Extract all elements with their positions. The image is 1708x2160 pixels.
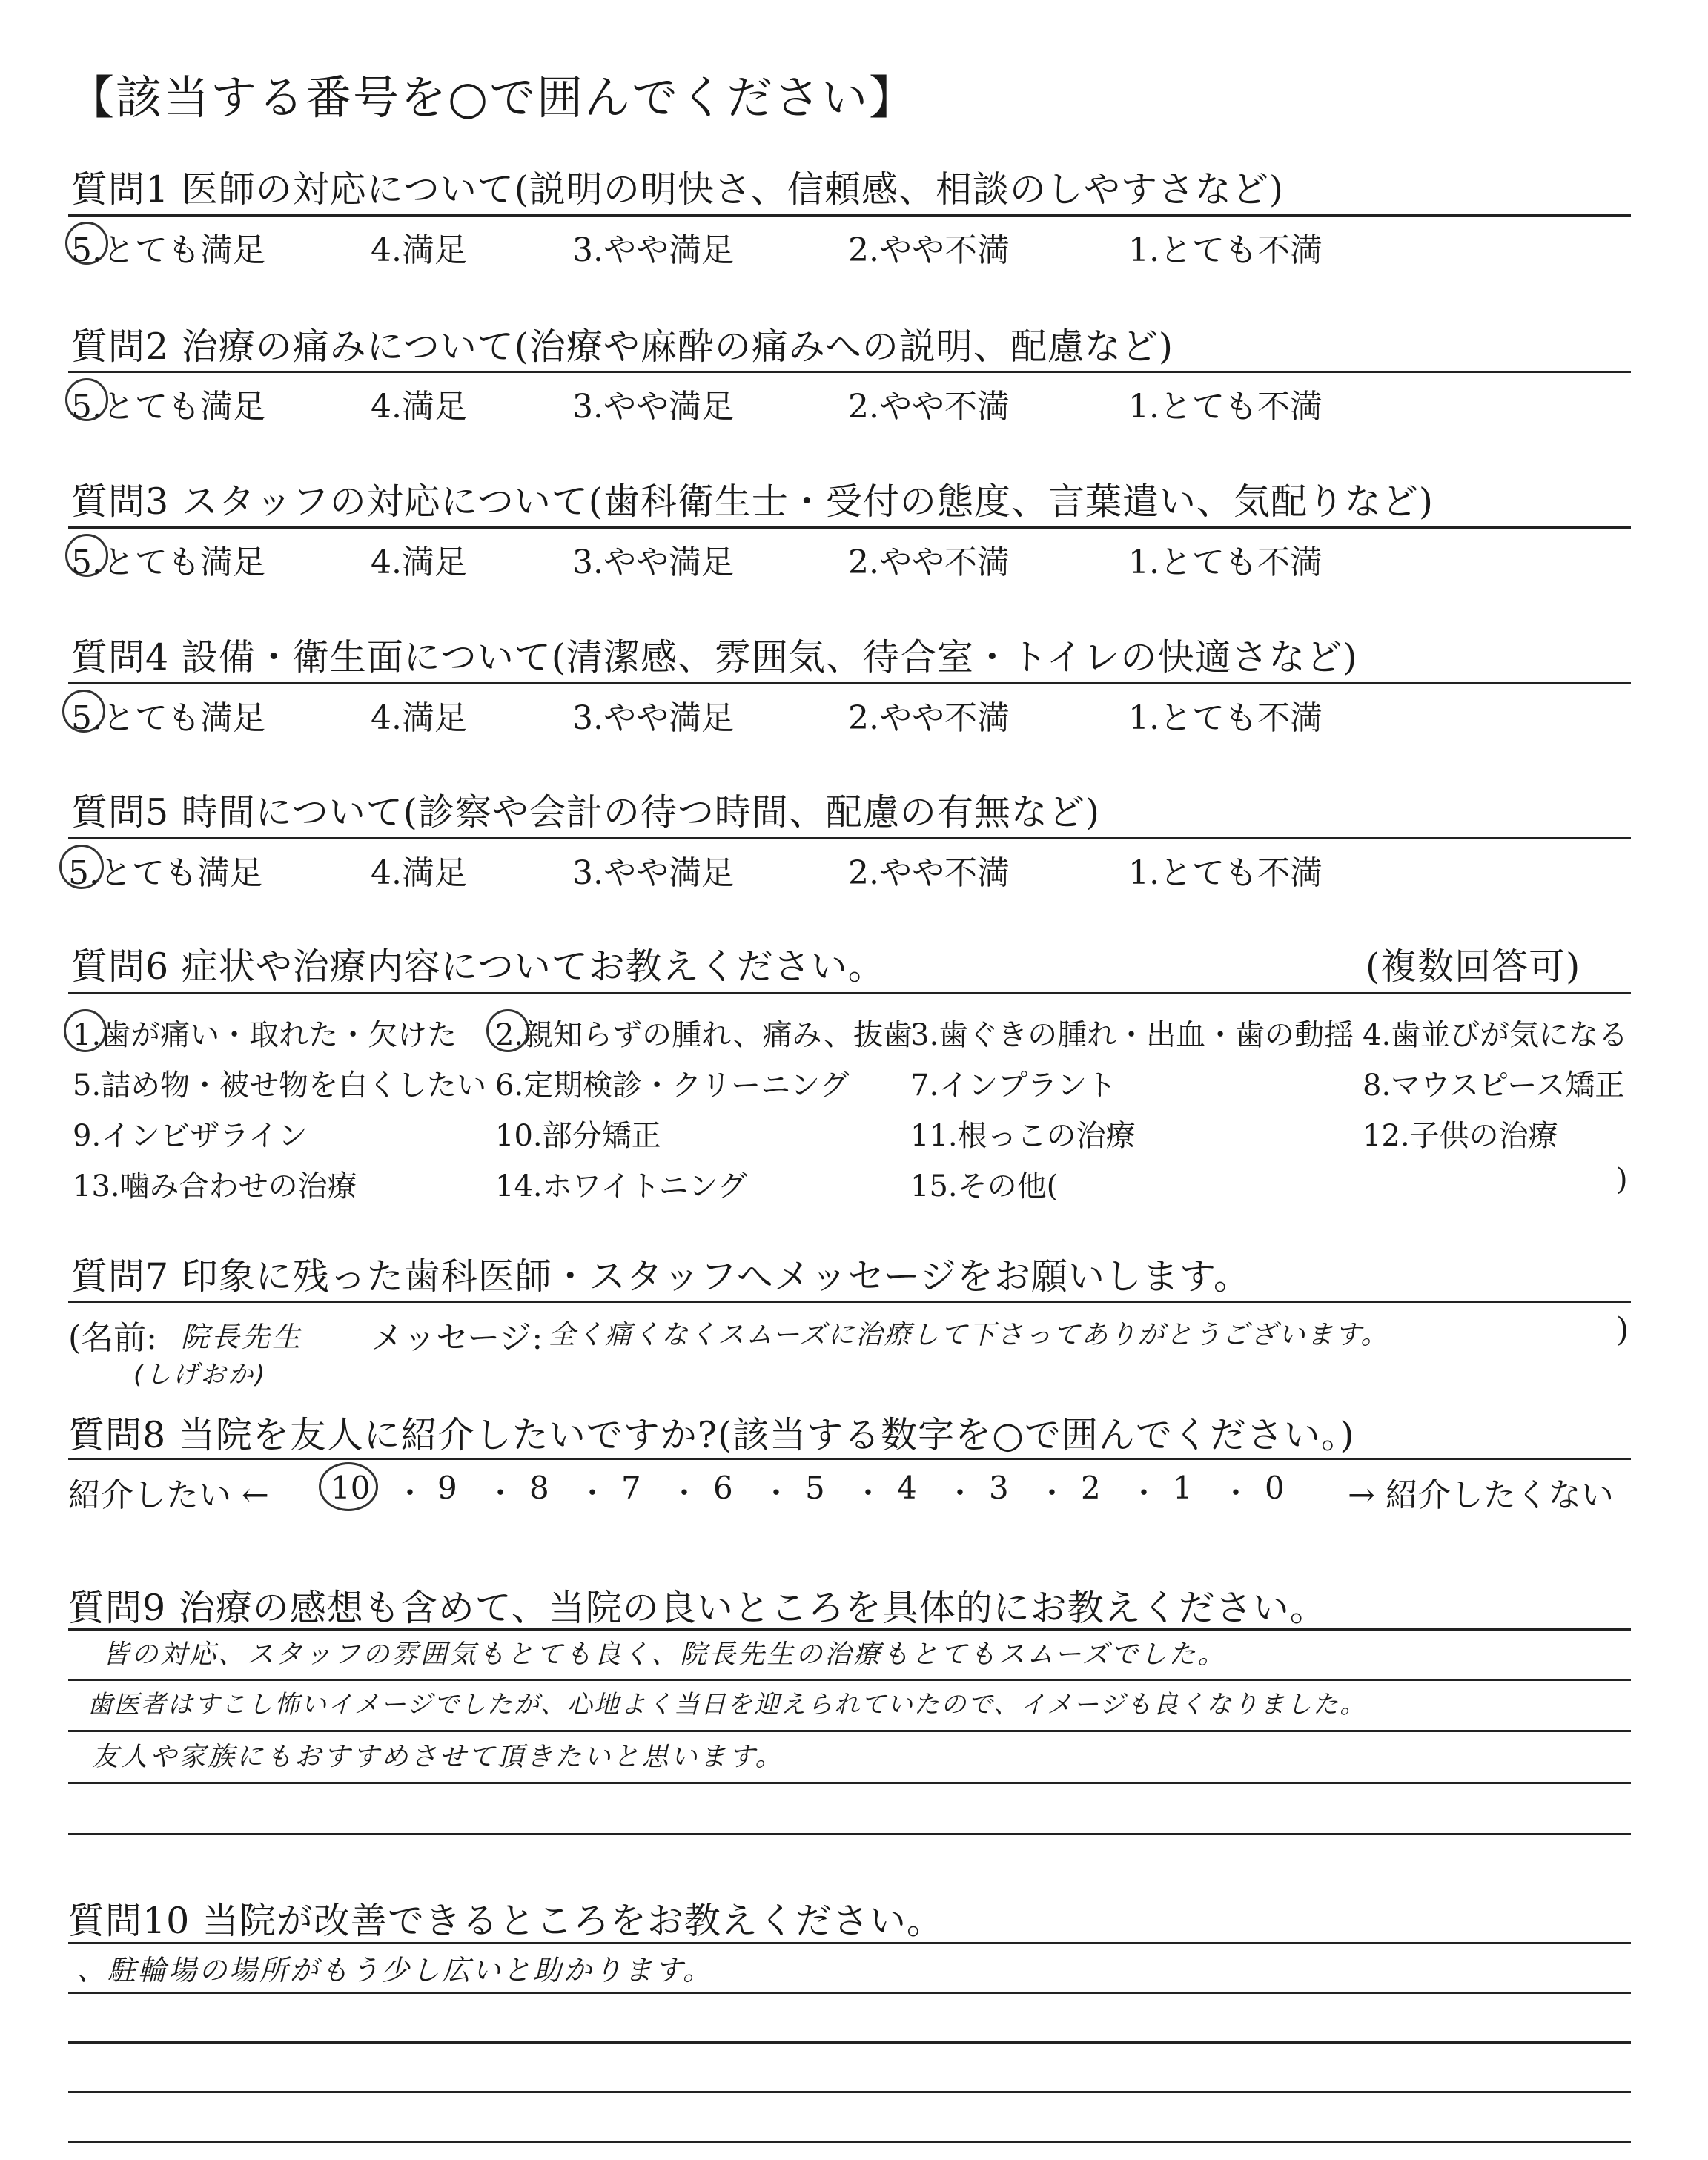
divider	[68, 214, 1631, 217]
q6-option-5[interactable]: 5.詰め物・被せ物を白くしたい	[73, 1069, 487, 1103]
scale-8[interactable]: 8	[529, 1470, 549, 1506]
message-close-paren: )	[1616, 1311, 1629, 1349]
option-5[interactable]: 5.とても満足	[71, 231, 265, 269]
multiple-answer-note: (複数回答可)	[1366, 945, 1581, 988]
scale-right-label: → 紹介したくない	[1348, 1476, 1614, 1514]
answer-line: 、駐輪場の場所がもう少し広いと助かります。	[77, 1954, 713, 1986]
scale-separator: ・	[577, 1476, 607, 1510]
divider	[68, 1301, 1631, 1303]
answer-line: 皆の対応、スタッフの雰囲気もとても良く、院長先生の治療もとてもスムーズでした。	[102, 1639, 1227, 1670]
name-reading: (しげおか)	[133, 1360, 268, 1390]
q6-option-4[interactable]: 4.歯並びが気になる	[1363, 1018, 1629, 1052]
question-1-title: 質問1 医師の対応について(説明の明快さ、信頼感、相談のしやすさなど)	[71, 168, 1285, 211]
q6-other-close-paren: )	[1616, 1163, 1628, 1197]
option-4[interactable]: 4.満足	[371, 388, 467, 426]
q6-option-8[interactable]: 8.マウスピース矯正	[1363, 1069, 1625, 1103]
option-4[interactable]: 4.満足	[371, 231, 467, 269]
option-2[interactable]: 2.やや不満	[848, 699, 1010, 737]
q6-option-6[interactable]: 6.定期検診・クリーニング	[495, 1069, 850, 1103]
q6-option-14[interactable]: 14.ホワイトニング	[495, 1169, 748, 1203]
scale-6[interactable]: 6	[713, 1470, 733, 1506]
q6-option-9[interactable]: 9.インビザライン	[73, 1119, 308, 1153]
option-5[interactable]: 5.とても満足	[71, 388, 265, 426]
divider	[68, 1628, 1631, 1631]
divider	[68, 992, 1631, 994]
scale-separator: ・	[761, 1476, 791, 1510]
divider	[68, 526, 1631, 529]
option-3[interactable]: 3.やや満足	[572, 854, 734, 892]
message-value: 全く痛くなくスムーズに治療して下さってありがとうございます。	[549, 1320, 1389, 1350]
q6-option-10[interactable]: 10.部分矯正	[495, 1119, 661, 1153]
divider	[68, 2041, 1631, 2044]
option-5[interactable]: 5.とても満足	[71, 544, 265, 581]
question-3-title: 質問3 スタッフの対応について(歯科衛生士・受付の態度、言葉遣い、気配りなど)	[71, 480, 1434, 523]
q6-option-12[interactable]: 12.子供の治療	[1363, 1119, 1558, 1153]
scale-separator: ・	[1037, 1476, 1067, 1510]
scale-2[interactable]: 2	[1081, 1470, 1101, 1506]
question-4-title: 質問4 設備・衛生面について(清潔感、雰囲気、待合室・トイレの快適さなど)	[71, 636, 1358, 678]
survey-heading: 【該当する番号を○で囲んでください】	[68, 70, 917, 125]
name-label: (名前:	[68, 1319, 157, 1357]
scale-left-label: 紹介したい ←	[68, 1476, 269, 1514]
option-5[interactable]: 5.とても満足	[71, 699, 265, 737]
divider	[68, 837, 1631, 839]
option-1[interactable]: 1.とても不満	[1128, 699, 1323, 737]
scale-4[interactable]: 4	[897, 1470, 917, 1506]
scale-10[interactable]: 10	[331, 1470, 371, 1506]
divider	[68, 1458, 1631, 1460]
option-3[interactable]: 3.やや満足	[572, 388, 734, 426]
name-value: 院長先生	[181, 1321, 303, 1353]
scale-separator: ・	[945, 1476, 975, 1510]
divider	[68, 1679, 1631, 1681]
divider	[68, 1942, 1631, 1944]
question-2-title: 質問2 治療の痛みについて(治療や麻酔の痛みへの説明、配慮など)	[71, 326, 1174, 368]
divider	[68, 682, 1631, 684]
q6-option-13[interactable]: 13.噛み合わせの治療	[73, 1169, 357, 1203]
scale-9[interactable]: 9	[437, 1470, 457, 1506]
divider	[68, 1782, 1631, 1784]
option-4[interactable]: 4.満足	[371, 544, 467, 581]
option-1[interactable]: 1.とても不満	[1128, 854, 1323, 892]
q6-option-11[interactable]: 11.根っこの治療	[910, 1119, 1136, 1153]
scale-0[interactable]: 0	[1265, 1470, 1285, 1506]
q6-option-15[interactable]: 15.その他(	[910, 1169, 1059, 1203]
question-7-title: 質問7 印象に残った歯科医師・スタッフへメッセージをお願いします。	[71, 1255, 1251, 1298]
q6-option-3[interactable]: 3.歯ぐきの腫れ・出血・歯の動揺	[910, 1018, 1354, 1052]
option-4[interactable]: 4.満足	[371, 699, 467, 737]
scale-7[interactable]: 7	[621, 1470, 641, 1506]
scale-3[interactable]: 3	[989, 1470, 1009, 1506]
divider	[68, 1992, 1631, 1994]
divider	[68, 1833, 1631, 1835]
scale-separator: ・	[1129, 1476, 1159, 1510]
option-2[interactable]: 2.やや不満	[848, 544, 1010, 581]
q6-option-2[interactable]: 2.親知らずの腫れ、痛み、抜歯	[495, 1018, 913, 1052]
scale-separator: ・	[486, 1476, 515, 1510]
answer-line: 友人や家族にもおすすめさせて頂きたいと思います。	[92, 1742, 784, 1772]
scale-separator: ・	[669, 1476, 699, 1510]
answer-line: 歯医者はすこし怖いイメージでしたが、心地よく当日を迎えられていたので、イメージも良くなりました。	[87, 1690, 1367, 1720]
question-8-title: 質問8 当院を友人に紹介したいですか?(該当する数字を○で囲んでください。)	[68, 1414, 1355, 1456]
option-1[interactable]: 1.とても不満	[1128, 231, 1323, 269]
option-2[interactable]: 2.やや不満	[848, 231, 1010, 269]
option-1[interactable]: 1.とても不満	[1128, 388, 1323, 426]
option-3[interactable]: 3.やや満足	[572, 544, 734, 581]
q6-option-7[interactable]: 7.インプラント	[910, 1069, 1117, 1103]
message-label: メッセージ:	[371, 1319, 543, 1357]
scale-1[interactable]: 1	[1173, 1470, 1193, 1506]
option-3[interactable]: 3.やや満足	[572, 231, 734, 269]
option-2[interactable]: 2.やや不満	[848, 388, 1010, 426]
option-4[interactable]: 4.満足	[371, 854, 467, 892]
divider	[68, 2091, 1631, 2093]
scale-separator: ・	[853, 1476, 883, 1510]
scale-5[interactable]: 5	[805, 1470, 825, 1506]
question-5-title: 質問5 時間について(診察や会計の待つ時間、配慮の有無など)	[71, 791, 1101, 833]
scale-separator: ・	[395, 1476, 425, 1510]
question-10-title: 質問10 当院が改善できるところをお教えください。	[68, 1900, 944, 1942]
question-6-title: 質問6 症状や治療内容についてお教えください。	[71, 945, 885, 988]
q6-option-1[interactable]: 1.歯が痛い・取れた・欠けた	[73, 1018, 457, 1052]
option-1[interactable]: 1.とても不満	[1128, 544, 1323, 581]
option-2[interactable]: 2.やや不満	[848, 854, 1010, 892]
scale-separator: ・	[1221, 1476, 1251, 1510]
question-9-title: 質問9 治療の感想も含めて、当院の良いところを具体的にお教えください。	[68, 1587, 1327, 1629]
divider	[68, 2141, 1631, 2143]
option-5[interactable]: 5.とても満足	[68, 854, 262, 892]
divider	[68, 371, 1631, 373]
option-3[interactable]: 3.やや満足	[572, 699, 734, 737]
divider	[68, 1730, 1631, 1732]
